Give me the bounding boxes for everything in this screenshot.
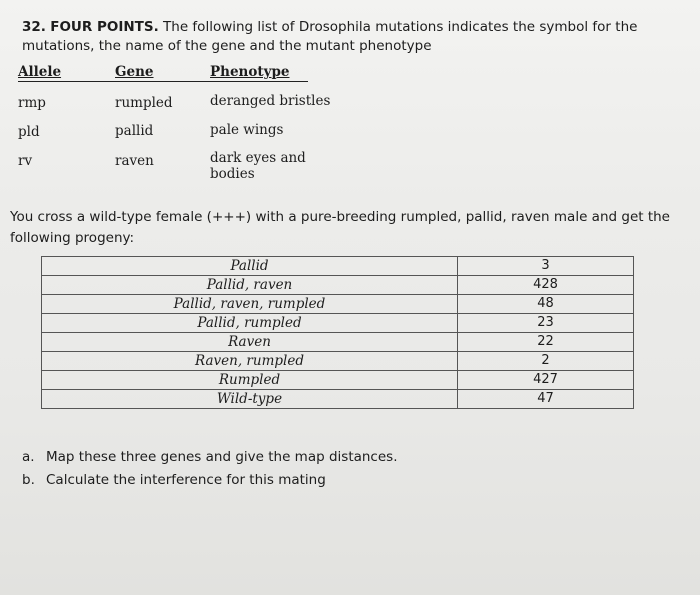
phenotype-header: Phenotype <box>210 64 290 80</box>
progeny-row <box>42 371 634 390</box>
progeny-count: 428 <box>458 276 634 295</box>
progeny-count: 427 <box>458 371 634 390</box>
gene-name: raven <box>115 153 154 169</box>
progeny-count: 47 <box>458 390 634 409</box>
question-prompt: Map these three genes and give the map distances. <box>46 449 398 465</box>
allele-symbol: rmp <box>18 95 46 111</box>
progeny-count: 3 <box>458 257 634 276</box>
progeny-class: Raven <box>42 333 458 352</box>
gene-name: pallid <box>115 123 154 139</box>
header-underline <box>18 81 308 82</box>
question-text: The following list of Drosophila mutations indicates the symbol for the mutations, the name of the gene and the mutant phenotype <box>22 19 638 54</box>
progeny-table <box>41 256 634 409</box>
question-label: b. <box>22 472 35 488</box>
progeny-class: Pallid <box>42 257 458 276</box>
progeny-count: 23 <box>458 314 634 333</box>
progeny-class: Wild-type <box>42 390 458 409</box>
progeny-count: 22 <box>458 333 634 352</box>
progeny-class: Pallid, rumpled <box>42 314 458 333</box>
phenotype-text: pale wings <box>210 122 284 138</box>
question-prompt: Calculate the interference for this mating <box>46 472 326 488</box>
progeny-row <box>42 295 634 314</box>
question-points: FOUR POINTS. <box>50 19 159 35</box>
question-label: a. <box>22 449 35 465</box>
progeny-class: Raven, rumpled <box>42 352 458 371</box>
allele-header: Allele <box>18 64 62 80</box>
phenotype-text: dark eyes and bodies <box>210 150 306 182</box>
progeny-row <box>42 314 634 333</box>
progeny-class: Rumpled <box>42 371 458 390</box>
progeny-row <box>42 390 634 409</box>
allele-symbol: pld <box>18 124 40 140</box>
progeny-count: 48 <box>458 295 634 314</box>
progeny-row <box>42 276 634 295</box>
phenotype-text: deranged bristles <box>210 93 331 109</box>
progeny-row <box>42 333 634 352</box>
progeny-row <box>42 257 634 276</box>
progeny-count: 2 <box>458 352 634 371</box>
question-number: 32. <box>22 19 46 35</box>
gene-name: rumpled <box>115 95 173 111</box>
question-heading <box>22 18 682 56</box>
cross-description: You cross a wild-type female (+++) with a pure-breeding rumpled, pallid, raven male and get the following progeny: <box>10 209 670 246</box>
gene-header: Gene <box>115 64 154 80</box>
allele-symbol: rv <box>18 153 33 169</box>
progeny-row <box>42 352 634 371</box>
progeny-class: Pallid, raven <box>42 276 458 295</box>
progeny-class: Pallid, raven, rumpled <box>42 295 458 314</box>
